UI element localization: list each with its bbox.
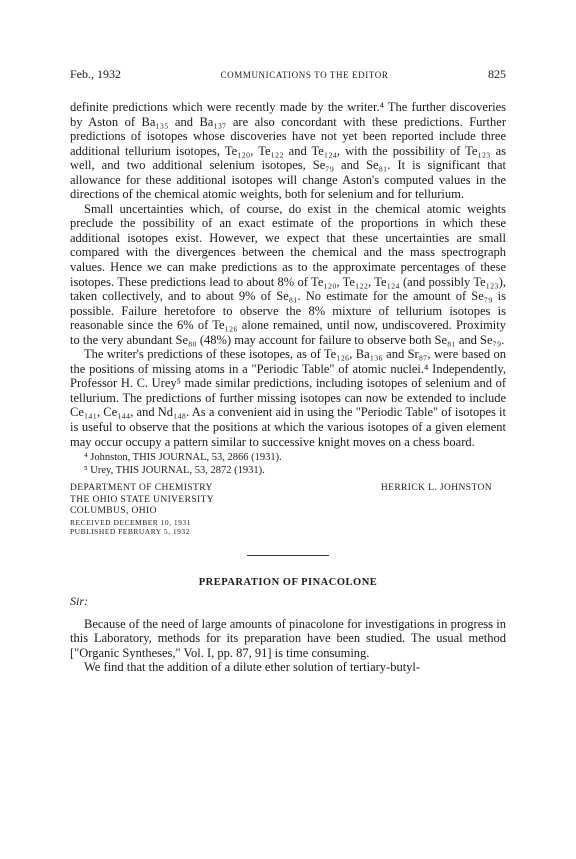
article2-paragraph-1: Because of the need of large amounts of pinacolone for investigations in progress in this Laboratory, methods for its preparation have been studied. The usual method ["Organic Syntheses," Vol. I, pp. 87, 91] is time consuming. [70, 616, 506, 660]
signature-block [70, 483, 506, 536]
author-name: HERRICK L. JOHNSTON [380, 483, 492, 494]
paragraph-1: definite predictions which were recently made by the writer.⁴ The further discoveries by Aston of Ba₁₃₅ and Ba₁₃₇ are also concordant with these predictions. Further predictions of isotopes whose discoveries have not yet been reported include three additional tellurium isotopes, Te₁₂₀, Te₁₂₂ and Te₁₂₄, with the possibility of Te₁₂₃ as well, and two additional selenium isotopes, Se₇₉ and Se₈₁. It is significant that allowance for these additional isotopes will change Aston's computed values in the directions of the chemical atomic weights, both for selenium and for tellurium. [70, 100, 506, 202]
paragraph-2: Small uncertainties which, of course, do exist in the chemical atomic weights preclude the possibility of an exact estimate of the proportions in which these additional isotopes exist. However, we expect that these uncertainties are small compared with the divergences between the chemical and the mass spectrograph values. Hence we can make predictions as to the approximate percentages of these isotopes. These predictions lead to about 8% of Te₁₂₀, Te₁₂₂, Te₁₂₄ (and possibly Te₁₂₃), taken collectively, and to about 9% of Se₈₁. No estimate for the amount of Se₇₉ is possible. Failure heretofore to observe the 8% mixture of tellurium isotopes is reasonable since the 6% of Te₁₂₆ alone remained, until now, undiscovered. Proximity to the very abundant Se₈₀ (48%) may account for failure to observe both Se₈₁ and Se₇₉. [70, 201, 506, 347]
section-divider [247, 555, 329, 556]
page-number: 825 [488, 67, 506, 81]
paragraph-3: The writer's predictions of these isotopes, as of Te₁₂₆, Ba₁₃₆ and Sr₈₇, were based on the positions of missing atoms in a "Periodic Table" of atomic nuclei.⁴ Independently, Professor H. C. Urey⁵ made similar predictions, including isotopes of selenium and of tellurium. The predictions of further missing isotopes can now be extended to include Ce₁₄₁, Ce₁₄₄, and Nd₁₄₈. As a convenient aid in using the "Periodic Table" of isotopes it is useful to observe that the positions at which the various isotopes of a given element may occur occupy a pattern similar to successive knight moves on a chess board. [70, 347, 506, 449]
received-date: RECEIVED DECEMBER 10, 1931 [70, 517, 191, 527]
university: THE OHIO STATE UNIVERSITY [70, 494, 215, 505]
affiliation [70, 483, 214, 536]
city: COLUMBUS, OHIO [70, 506, 157, 517]
article2-paragraph-2: We find that the addition of a dilute ether solution of tertiary-butyl- [84, 660, 421, 675]
running-title: COMMUNICATIONS TO THE EDITOR [220, 70, 389, 80]
issue-date: Feb., 1932 [70, 67, 121, 81]
footnote-5: ⁵ Urey, THIS JOURNAL, 53, 2872 (1931). [84, 465, 265, 477]
published-date: PUBLISHED FEBRUARY 5, 1932 [70, 526, 190, 536]
journal-page [70, 66, 506, 675]
department: DEPARTMENT OF CHEMISTRY [70, 483, 213, 494]
footnote-4: ⁴ Johnston, THIS JOURNAL, 53, 2866 (1931). [84, 452, 282, 464]
running-header [70, 66, 506, 83]
salutation: Sir: [70, 593, 88, 608]
article-title: PREPARATION OF PINACOLONE [198, 576, 378, 588]
